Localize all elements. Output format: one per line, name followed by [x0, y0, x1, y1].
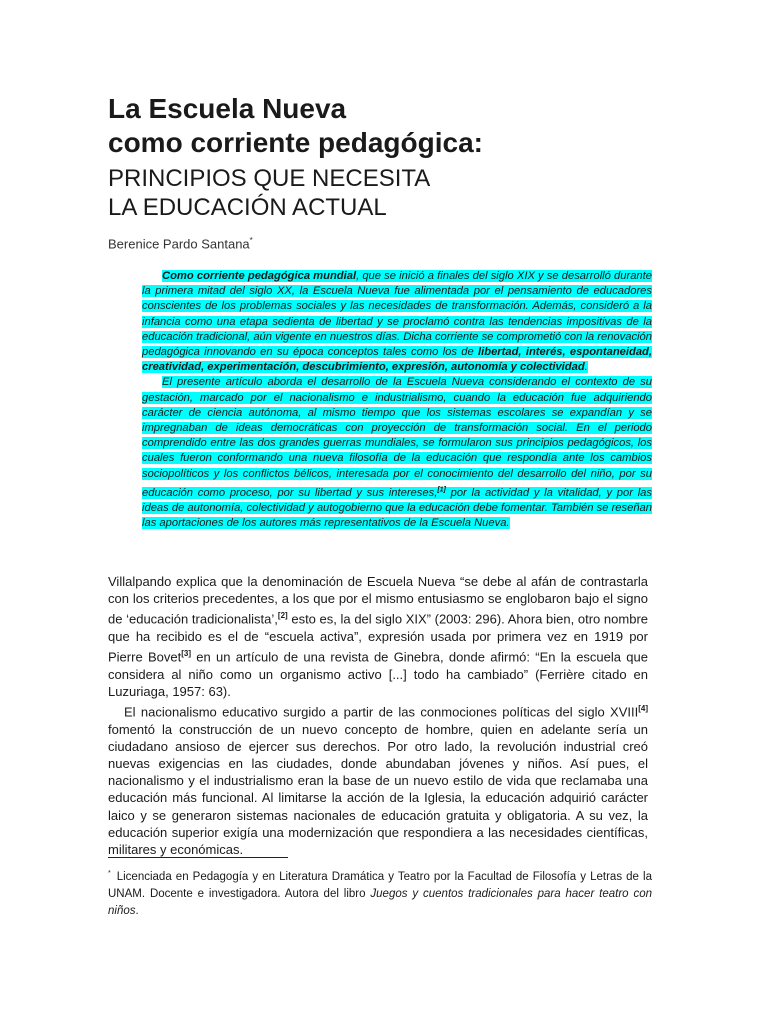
author-byline: [108, 233, 253, 252]
body-text-2a: El nacionalismo educativo surgido a partir de las conmociones políticas del siglo XVIII: [124, 704, 639, 720]
author-name: Berenice Pardo Santana: [108, 236, 250, 252]
title-line-2: como corriente pedagógica:: [108, 127, 483, 158]
page-subtitle: [108, 164, 430, 222]
abstract: [142, 269, 652, 531]
body-paragraph-2: [108, 700, 648, 858]
abstract-lead: Como corriente pedagógica mundial: [162, 270, 357, 282]
body-text-1b: esto es, la del siglo XIX” (2003: 296). Ahora bien, otro nombre que ha recibido es el de “escuela activa”, expresión usada por primera vez en 1919 por Pierre Bovet: [108, 611, 649, 665]
author-footnote-mark[interactable]: *: [249, 236, 253, 245]
footnote-book-title: Juegos y cuentos tradicionales para hacer teatro con niños: [108, 887, 652, 917]
abstract-paragraph-1: [142, 269, 652, 375]
abstract-text-2b: por la actividad y la vitalidad, y por las ideas de autonomía, colectividad y autogobierno que la educación debe fomentar. También se reseñan las aportaciones de los autores más representativos de la Escuela Nueva.: [142, 486, 653, 529]
subtitle-line-1: PRINCIPIOS QUE NECESITA: [108, 165, 431, 192]
body-text-1c: en un artículo de una revista de Ginebra, donde afirmó: “En la escuela que considera al niño como un organismo activo [...] todo ha cambiado” (Ferrière citado en Luzuriaga, 1957: 63).: [108, 649, 648, 699]
body-text: [108, 573, 648, 858]
body-text-2b: fomentó la construcción de un nuevo concepto de hombre, quien en adelante sería un ciudadano ansioso de ejercer sus derechos. Por otro lado, la revolución industrial creó nuevas exigencias en las ciudades, donde abundaban jóvenes y niños. Así pues, el nacionalismo y el industrialismo eran la base de un nuevo estilo de vida que reclamaba una educación más funcional. Al limitarse la acción de la Iglesia, la educación adquirió carácter laico y se generaron sistemas nacionales de educación gratuita y obligatoria. A su vez, la educación superior exigía una modernización que respondiera a las necesidades científicas, militares y económicas.: [108, 721, 648, 858]
footnote-mark: *: [108, 870, 111, 877]
abstract-end-1: .: [584, 361, 588, 374]
body-paragraph-1: [108, 573, 648, 700]
footnote-ref-3[interactable]: [3]: [181, 649, 191, 659]
footnote: [108, 865, 652, 920]
footnote-text-b: .: [135, 904, 139, 917]
footnote-text-a: Licenciada en Pedagogía y en Literatura Dramática y Teatro por la Facultad de Filosofía y Letras de la UNAM. Docente e investigadora. Autora del libro: [108, 870, 652, 900]
footnote-ref-2[interactable]: [2]: [277, 611, 288, 621]
abstract-highlight-2: [142, 376, 652, 529]
abstract-paragraph-2: [142, 375, 652, 531]
subtitle-line-2: LA EDUCACIÓN ACTUAL: [108, 194, 387, 221]
page-title: [108, 92, 483, 160]
footnote-ref-1[interactable]: [1]: [437, 485, 446, 493]
title-line-1: La Escuela Nueva: [108, 93, 347, 124]
footnote-divider: [108, 857, 288, 858]
abstract-keywords: libertad, interés, espontaneidad, creatividad, experimentación, descubrimiento, expresión, autonomía y colectividad: [142, 346, 652, 374]
body-text-1a: Villalpando explica que la denominación de Escuela Nueva “se debe al afán de contrastarla con los criterios precedentes, a los que por el mismo entusiasmo se englobaron bajo el signo de ‘educación tradicionalista’,: [108, 574, 648, 627]
footnote-ref-4[interactable]: [4]: [638, 704, 648, 714]
abstract-text-2a: El presente artículo aborda el desarrollo de la Escuela Nueva considerando el contexto de su gestación, marcado por el nacionalismo e industrialismo, cuando la educación fue adquiriendo carácter de ciencia autónoma, al mismo tiempo que los sistemas escolares se expandían y se impregnaban de ideas democráticas con proyección de transformación social. En el periodo comprendido entre las dos grandes guerras mundiales, se formularon sus principios pedagógicos, los cuales fueron conformando una nueva filosofía de la educación que respondía ante los cambios sociopolíticos y los conflictos bélicos, interesada por el conocimiento del desarrollo del niño, por su educación como proceso, por su libertad y sus intereses,: [142, 376, 652, 499]
abstract-highlight-1: [142, 270, 652, 373]
abstract-text-1: , que se inició a finales del siglo XIX y se desarrolló durante la primera mitad del siglo XX, la Escuela Nueva fue alimentada por el pensamiento de educadores conscientes de los problemas sociales y las necesidades de transformación. Además, consideró a la infancia como una etapa sedienta de libertad y se proclamó contra las tendencias impositivas de la educación tradicional, aún vigente en nuestros días. Dicha corriente se comprometió con la renovación pedagógica innovando en su época conceptos tales como los de: [142, 270, 652, 359]
